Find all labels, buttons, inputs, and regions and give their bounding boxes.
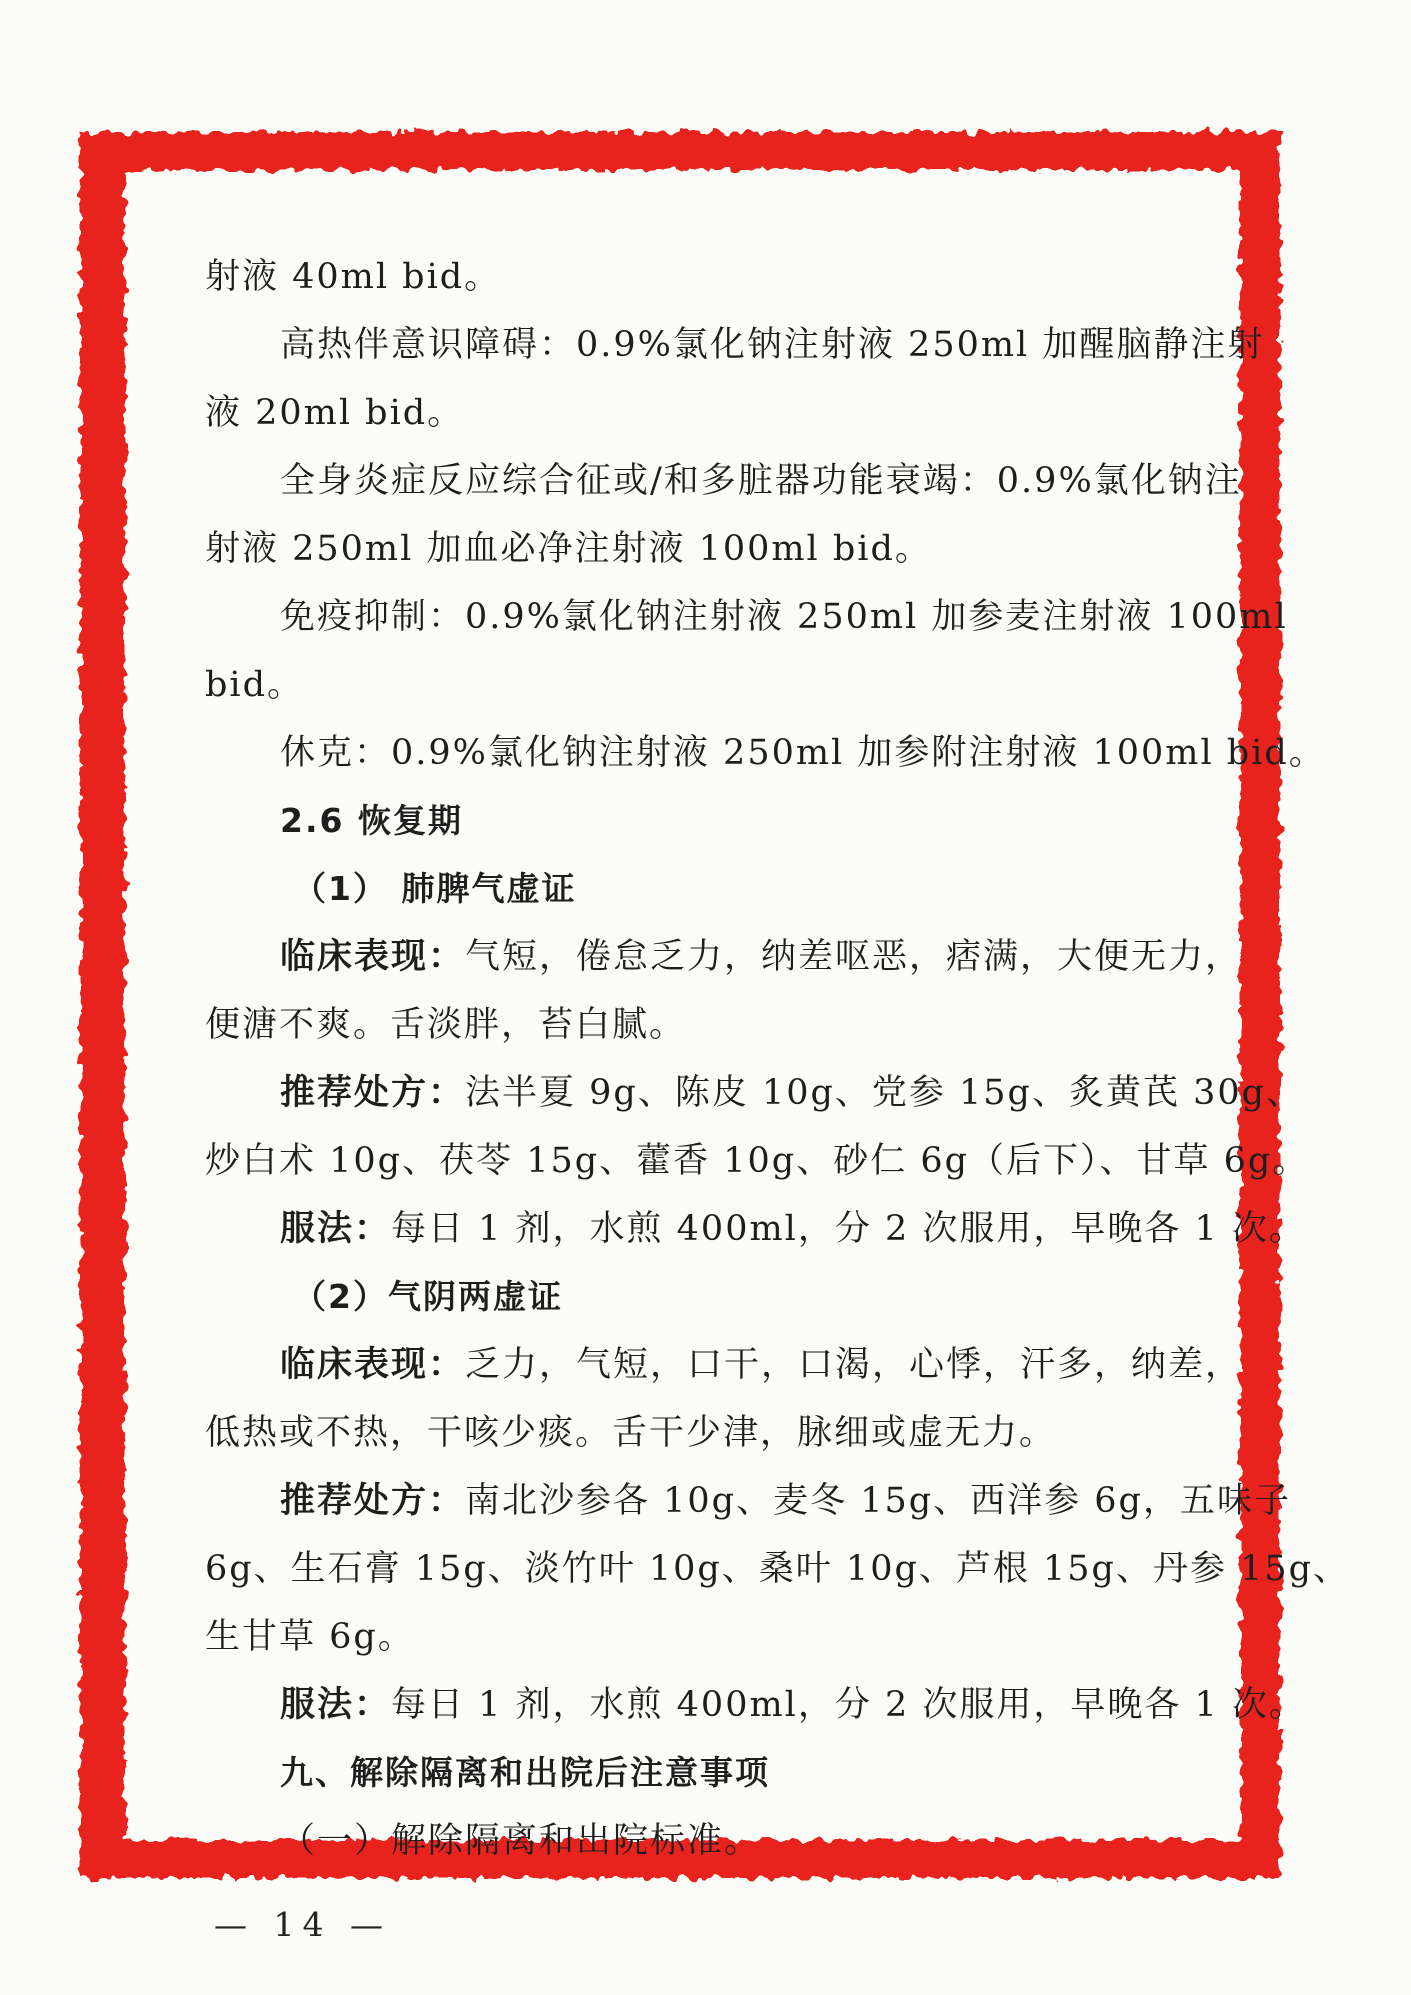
- usage-1: 服法：每日 1 剂，水煎 400ml，分 2 次服用，早晚各 1 次。: [280, 1209, 1306, 1249]
- prescription-1: 推荐处方：法半夏 9g、陈皮 10g、党参 15g、炙黄芪 30g、: [280, 1073, 1304, 1113]
- text-line-20: 6g、生石膏 15g、淡竹叶 10g、桑叶 10g、芦根 15g、丹参 15g、: [205, 1549, 1351, 1589]
- text-line-14: 炒白术 10g、茯苓 15g、藿香 10g、砂仁 6g（后下）、甘草 6g。: [205, 1141, 1310, 1181]
- text-line-3: 液 20ml bid。: [205, 393, 465, 433]
- clinical-label: 临床表现：: [280, 1345, 466, 1385]
- text-line-18: 低热或不热，干咳少痰。舌干少津，脉细或虚无力。: [205, 1413, 1057, 1453]
- usage-label: 服法：: [280, 1685, 392, 1725]
- usage-label: 服法：: [280, 1209, 392, 1249]
- text-line-8: 休克：0.9%氯化钠注射液 250ml 加参附注射液 100ml bid。: [280, 733, 1326, 773]
- text-line-7: bid。: [205, 665, 305, 705]
- text-line-12: 便溏不爽。舌淡胖，苔白腻。: [205, 1005, 687, 1045]
- text-line-1: 射液 40ml bid。: [205, 257, 502, 297]
- page-number: — 14 —: [214, 1905, 391, 1944]
- text-line-2: 高热伴意识障碍：0.9%氯化钠注射液 250ml 加醒脑静注射: [280, 325, 1265, 365]
- section-heading-9: 九、解除隔离和出院后注意事项: [280, 1753, 770, 1792]
- document-body: [205, 243, 1351, 1875]
- subsection-heading-1: （一）解除隔离和出院标准。: [280, 1821, 762, 1861]
- clinical-manifestation-2: 临床表现：乏力，气短，口干，口渴，心悸，汗多，纳差，: [280, 1345, 1243, 1385]
- text-line-21: 生甘草 6g。: [205, 1617, 415, 1657]
- section-heading-2-6: 2.6 恢复期: [280, 801, 463, 840]
- subheading-lung-spleen: （1） 肺脾气虚证: [293, 869, 577, 908]
- text-line-6: 免疫抑制：0.9%氯化钠注射液 250ml 加参麦注射液 100ml: [280, 597, 1288, 637]
- usage-2: 服法：每日 1 剂，水煎 400ml，分 2 次服用，早晚各 1 次。: [280, 1685, 1306, 1725]
- prescription-label: 推荐处方：: [280, 1481, 466, 1521]
- prescription-label: 推荐处方：: [280, 1073, 466, 1113]
- text-line-5: 射液 250ml 加血必净注射液 100ml bid。: [205, 529, 932, 569]
- prescription-2: 推荐处方：南北沙参各 10g、麦冬 15g、西洋参 6g，五味子: [280, 1481, 1291, 1521]
- clinical-manifestation-1: 临床表现：气短，倦怠乏力，纳差呕恶，痞满，大便无力，: [280, 937, 1243, 977]
- text-line-4: 全身炎症反应综合征或/和多脏器功能衰竭：0.9%氯化钠注: [280, 461, 1242, 501]
- subheading-qi-yin: （2）气阴两虚证: [293, 1277, 563, 1316]
- clinical-label: 临床表现：: [280, 937, 466, 977]
